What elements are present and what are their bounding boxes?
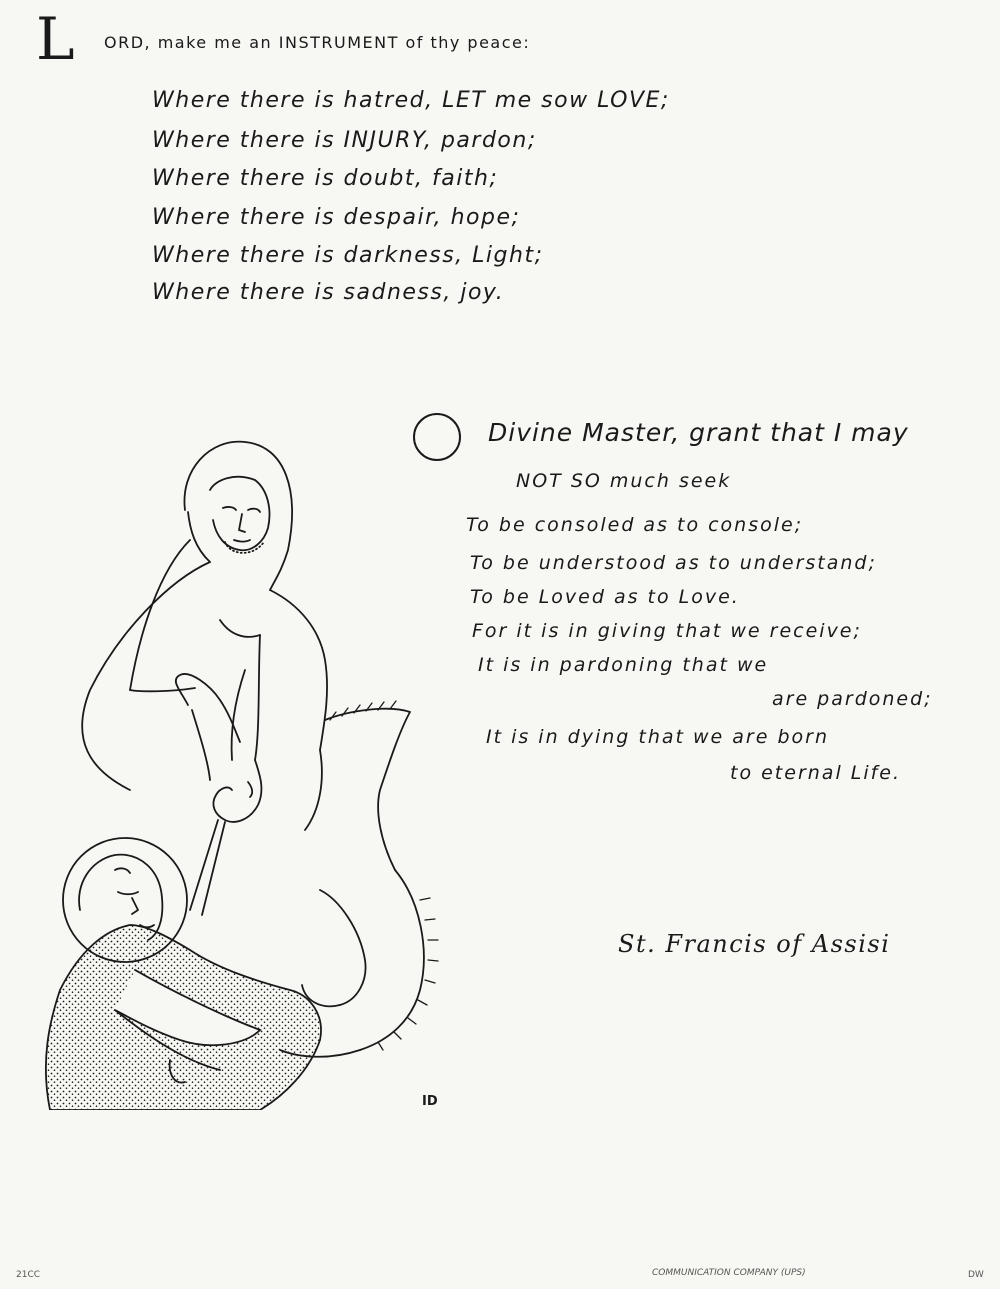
artist-initials: ID <box>422 1094 438 1109</box>
stanza1-line-4: Where there is despair, hope; <box>152 205 521 230</box>
stanza2-line-1: NOT SO much seek <box>516 470 732 492</box>
stanza2-line-9: to eternal Life. <box>730 762 902 784</box>
stanza2-line-4: To be Loved as to Love. <box>470 586 740 608</box>
opening-line: ORD, make me an INSTRUMENT of thy peace: <box>104 33 531 52</box>
signature: St. Francis of Assisi <box>618 930 891 958</box>
footer-publisher: COMMUNICATION COMPANY (UPS) <box>652 1268 806 1278</box>
stanza2-line-2: To be consoled as to console; <box>466 514 804 536</box>
stanza2-line-3: To be understood as to understand; <box>470 552 877 574</box>
stanza1-line-5: Where there is darkness, Light; <box>152 243 544 268</box>
stanza1-line-2: Where there is INJURY, pardon; <box>152 128 537 153</box>
footer-code-right: DW <box>968 1270 984 1280</box>
stanza2-line-7: are pardoned; <box>772 688 933 710</box>
stanza2-line-5: For it is in giving that we receive; <box>472 620 862 642</box>
stanza2-line-8: It is in dying that we are born <box>486 726 830 748</box>
stanza1-line-3: Where there is doubt, faith; <box>152 166 499 191</box>
stanza1-line-1: Where there is hatred, LET me sow LOVE; <box>152 88 670 113</box>
stanza2-first-line: Divine Master, grant that I may <box>488 418 909 447</box>
footer-code-left: 21CC <box>16 1270 41 1280</box>
christ-and-saint-francis-illustration <box>20 430 490 1110</box>
drop-cap-l: L <box>36 5 75 73</box>
stanza1-line-6: Where there is sadness, joy. <box>152 280 505 305</box>
stanza2-line-6: It is in pardoning that we <box>478 654 769 676</box>
